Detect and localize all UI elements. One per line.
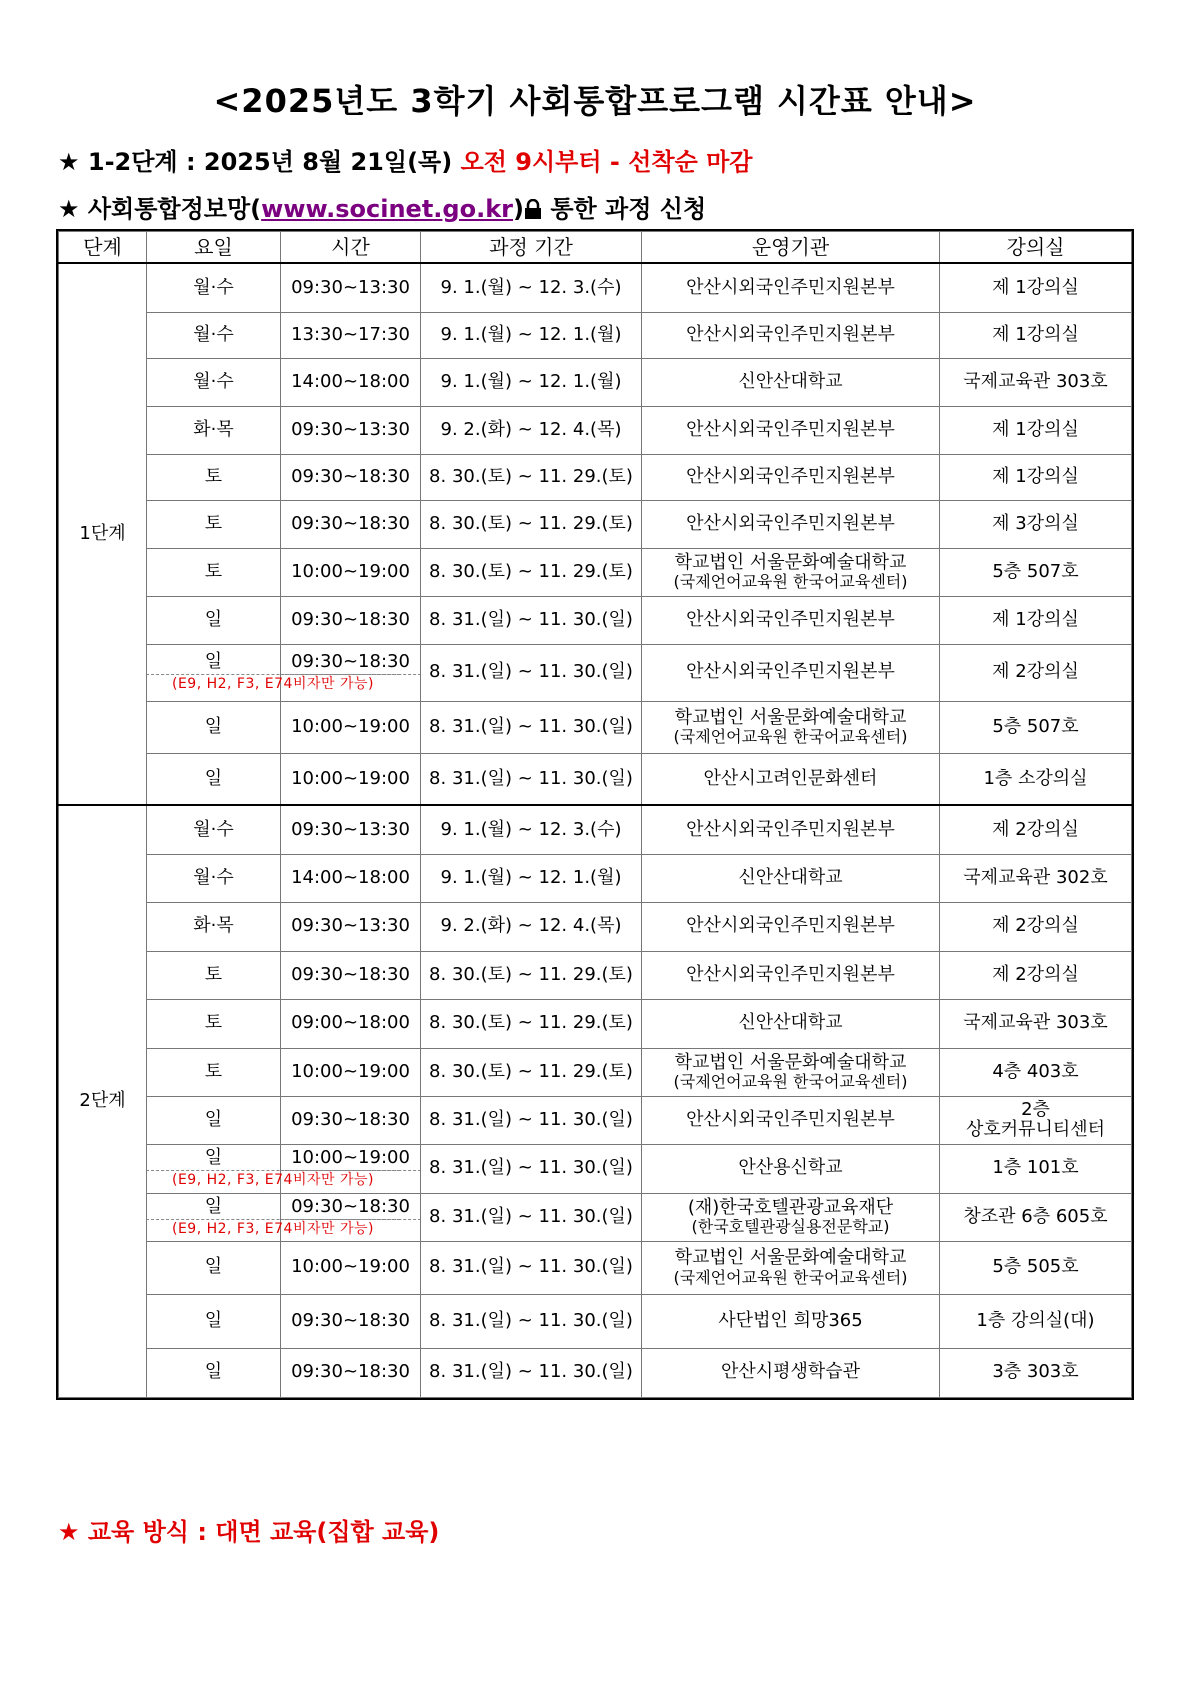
time-text: 09:30~18:30 bbox=[291, 608, 410, 630]
classroom-cell bbox=[940, 1348, 1132, 1397]
day-text: 월·수 bbox=[193, 818, 234, 840]
table-row bbox=[59, 1096, 1132, 1144]
header-period: 과정 기간 bbox=[421, 232, 642, 264]
period-text: 8. 30.(토) ~ 11. 29.(토) bbox=[429, 465, 633, 487]
classroom-text: 5층 507호 bbox=[992, 715, 1079, 737]
time-cell bbox=[281, 805, 421, 854]
day-text: 일 bbox=[204, 1195, 223, 1217]
classroom-text: 제 1강의실 bbox=[992, 276, 1079, 298]
classroom-cell bbox=[940, 1048, 1132, 1096]
organization-text: 학교법인 서울문화예술대학교 bbox=[674, 1051, 907, 1073]
time-cell bbox=[281, 596, 421, 644]
time-cell bbox=[281, 902, 421, 951]
time-cell bbox=[281, 951, 421, 999]
day-text: 일 bbox=[204, 651, 223, 673]
classroom-text: 5층 505호 bbox=[992, 1256, 1079, 1278]
lock-icon bbox=[524, 197, 542, 217]
classroom-text: 1층 강의실(대) bbox=[976, 1309, 1095, 1331]
organization-cell bbox=[642, 999, 940, 1048]
time-cell bbox=[281, 1096, 421, 1144]
day-text: 토 bbox=[204, 1060, 223, 1082]
time-cell bbox=[281, 701, 421, 753]
organization-cell bbox=[642, 406, 940, 454]
organization-cell bbox=[642, 701, 940, 753]
classroom-cell bbox=[940, 951, 1132, 999]
classroom-text: 5층 507호 bbox=[992, 560, 1079, 582]
classroom-cell bbox=[940, 596, 1132, 644]
registration-site-close: ) bbox=[513, 195, 524, 223]
day-cell bbox=[147, 263, 281, 312]
day-cell bbox=[147, 406, 281, 454]
table-row bbox=[59, 454, 1132, 500]
period-cell bbox=[421, 854, 642, 902]
period-text: 9. 1.(월) ~ 12. 1.(월) bbox=[440, 370, 622, 392]
day-text: 월·수 bbox=[193, 323, 234, 345]
time-text: 13:30~17:30 bbox=[291, 323, 410, 345]
organization-text: 안산시외국인주민지원본부 bbox=[686, 418, 895, 440]
classroom-text: 제 2강의실 bbox=[992, 661, 1079, 683]
organization-text: 학교법인 서울문화예술대학교 bbox=[674, 1247, 907, 1269]
schedule-body bbox=[59, 263, 1132, 1397]
classroom-cell bbox=[940, 1241, 1132, 1294]
classroom-cell bbox=[940, 805, 1132, 854]
classroom-text: 국제교육관 303호 bbox=[963, 370, 1108, 392]
schedule-table bbox=[58, 231, 1132, 1398]
classroom-cell bbox=[940, 263, 1132, 312]
registration-date-text: 1-2단계 : 2025년 8월 21일(목) bbox=[87, 148, 453, 176]
classroom-cell bbox=[940, 1096, 1132, 1144]
time-cell bbox=[281, 1241, 421, 1294]
stage-cell: 1단계 bbox=[59, 263, 147, 805]
time-text: 10:00~19:00 bbox=[291, 1147, 410, 1169]
classroom-cell bbox=[940, 548, 1132, 596]
classroom-cell bbox=[940, 902, 1132, 951]
period-text: 8. 31.(일) ~ 11. 30.(일) bbox=[429, 1361, 633, 1383]
organization-text: 신안산대학교 bbox=[738, 866, 843, 888]
education-method-note: ★ 교육 방식 : 대면 교육(집합 교육) bbox=[58, 1518, 440, 1546]
organization-text: 신안산대학교 bbox=[738, 1012, 843, 1034]
classroom-subtext: 상호커뮤니티센터 bbox=[965, 1119, 1106, 1140]
organization-subtext: (국제언어교육원 한국어교육센터) bbox=[673, 1072, 908, 1092]
classroom-cell bbox=[940, 406, 1132, 454]
day-cell bbox=[147, 753, 281, 805]
table-row bbox=[59, 701, 1132, 753]
period-cell bbox=[421, 1193, 642, 1241]
organization-text: 안산시외국인주민지원본부 bbox=[686, 323, 895, 345]
period-cell bbox=[421, 1096, 642, 1144]
period-text: 8. 30.(토) ~ 11. 29.(토) bbox=[429, 1012, 633, 1034]
period-cell bbox=[421, 1294, 642, 1348]
day-cell bbox=[147, 596, 281, 644]
table-row bbox=[59, 312, 1132, 358]
period-text: 9. 2.(화) ~ 12. 4.(목) bbox=[440, 915, 622, 937]
classroom-cell bbox=[940, 644, 1132, 701]
organization-text: 안산시외국인주민지원본부 bbox=[686, 608, 895, 630]
organization-cell bbox=[642, 1241, 940, 1294]
organization-cell bbox=[642, 596, 940, 644]
time-text: 14:00~18:00 bbox=[291, 866, 410, 888]
day-text: 토 bbox=[204, 560, 223, 582]
time-cell bbox=[281, 263, 421, 312]
table-row bbox=[59, 1294, 1132, 1348]
organization-text: 안산용신학교 bbox=[738, 1157, 843, 1179]
time-text: 10:00~19:00 bbox=[291, 560, 410, 582]
table-row bbox=[59, 999, 1132, 1048]
time-cell bbox=[281, 1048, 421, 1096]
time-text: 10:00~19:00 bbox=[291, 1256, 410, 1278]
registration-method-suffix: 통한 과정 신청 bbox=[550, 195, 707, 223]
classroom-text: 2층 bbox=[1021, 1098, 1050, 1120]
time-text: 09:00~18:00 bbox=[291, 1012, 410, 1034]
organization-cell bbox=[642, 263, 940, 312]
period-cell bbox=[421, 999, 642, 1048]
classroom-text: 제 1강의실 bbox=[992, 418, 1079, 440]
day-cell bbox=[147, 701, 281, 753]
period-cell bbox=[421, 454, 642, 500]
organization-cell bbox=[642, 312, 940, 358]
time-cell bbox=[281, 854, 421, 902]
period-cell bbox=[421, 596, 642, 644]
period-cell bbox=[421, 1241, 642, 1294]
time-text: 09:30~18:30 bbox=[291, 465, 410, 487]
day-cell bbox=[147, 999, 281, 1048]
day-cell bbox=[147, 454, 281, 500]
page-title: <2025년도 3학기 사회통합프로그램 시간표 안내> bbox=[213, 82, 977, 120]
table-row bbox=[59, 500, 1132, 548]
time-cell bbox=[281, 999, 421, 1048]
organization-text: 안산시외국인주민지원본부 bbox=[686, 1108, 895, 1130]
day-text: 일 bbox=[204, 1147, 223, 1169]
organization-text: 안산시외국인주민지원본부 bbox=[686, 276, 895, 298]
organization-text: 학교법인 서울문화예술대학교 bbox=[674, 706, 907, 728]
classroom-text: 제 2강의실 bbox=[992, 963, 1079, 985]
time-text: 14:00~18:00 bbox=[291, 370, 410, 392]
table-row bbox=[59, 263, 1132, 312]
period-text: 9. 1.(월) ~ 12. 1.(월) bbox=[440, 866, 622, 888]
table-row bbox=[59, 805, 1132, 854]
organization-subtext: (국제언어교육원 한국어교육센터) bbox=[673, 572, 908, 592]
day-cell bbox=[147, 951, 281, 999]
organization-text: 사단법인 희망365 bbox=[718, 1309, 863, 1331]
organization-subtext: (한국호텔관광실용전문학교) bbox=[691, 1217, 890, 1237]
day-cell bbox=[147, 1048, 281, 1096]
organization-text: 안산시고려인문화센터 bbox=[703, 767, 878, 789]
time-cell bbox=[281, 1348, 421, 1397]
period-text: 8. 31.(일) ~ 11. 30.(일) bbox=[429, 1157, 633, 1179]
time-text: 10:00~19:00 bbox=[291, 715, 410, 737]
organization-cell bbox=[642, 500, 940, 548]
organization-text: 안산시평생학습관 bbox=[720, 1361, 861, 1383]
day-text: 월·수 bbox=[193, 370, 234, 392]
time-text: 09:30~13:30 bbox=[291, 915, 410, 937]
organization-text: (재)한국호텔관광교육재단 bbox=[687, 1196, 894, 1218]
day-cell bbox=[147, 805, 281, 854]
day-cell bbox=[147, 1348, 281, 1397]
classroom-cell bbox=[940, 454, 1132, 500]
period-cell bbox=[421, 548, 642, 596]
period-text: 8. 30.(토) ~ 11. 29.(토) bbox=[429, 963, 633, 985]
period-text: 9. 1.(월) ~ 12. 3.(수) bbox=[440, 818, 622, 840]
period-cell bbox=[421, 1348, 642, 1397]
organization-cell bbox=[642, 1348, 940, 1397]
time-cell bbox=[281, 1294, 421, 1348]
time-text: 09:30~18:30 bbox=[291, 512, 410, 534]
organization-cell bbox=[642, 548, 940, 596]
day-text: 일 bbox=[204, 1108, 223, 1130]
time-text: 10:00~19:00 bbox=[291, 1060, 410, 1082]
table-row bbox=[59, 902, 1132, 951]
registration-method-line bbox=[58, 189, 706, 224]
day-text: 월·수 bbox=[193, 866, 234, 888]
table-row bbox=[59, 358, 1132, 406]
classroom-cell bbox=[940, 1144, 1132, 1193]
classroom-text: 제 1강의실 bbox=[992, 323, 1079, 345]
organization-cell bbox=[642, 1193, 940, 1241]
star-icon: ★ bbox=[58, 195, 80, 223]
day-cell bbox=[147, 1096, 281, 1144]
period-cell bbox=[421, 902, 642, 951]
organization-cell bbox=[642, 1144, 940, 1193]
classroom-text: 제 1강의실 bbox=[992, 465, 1079, 487]
organization-cell bbox=[642, 1294, 940, 1348]
star-icon: ★ bbox=[58, 148, 80, 176]
visa-note: (E9, H2, F3, E74비자만 가능) bbox=[146, 1170, 400, 1189]
classroom-cell bbox=[940, 854, 1132, 902]
organization-cell bbox=[642, 1048, 940, 1096]
day-text: 토 bbox=[204, 512, 223, 534]
period-text: 8. 31.(일) ~ 11. 30.(일) bbox=[429, 1309, 633, 1331]
table-row bbox=[59, 951, 1132, 999]
period-cell bbox=[421, 312, 642, 358]
day-text: 일 bbox=[204, 1361, 223, 1383]
day-text: 일 bbox=[204, 608, 223, 630]
table-row bbox=[59, 406, 1132, 454]
period-cell bbox=[421, 406, 642, 454]
day-cell bbox=[147, 1241, 281, 1294]
time-cell bbox=[281, 500, 421, 548]
table-row bbox=[59, 1193, 1132, 1241]
organization-cell bbox=[642, 854, 940, 902]
period-cell bbox=[421, 805, 642, 854]
organization-cell bbox=[642, 454, 940, 500]
organization-cell bbox=[642, 644, 940, 701]
classroom-text: 국제교육관 302호 bbox=[963, 866, 1108, 888]
classroom-text: 3층 303호 bbox=[992, 1361, 1079, 1383]
time-text: 09:30~18:30 bbox=[291, 963, 410, 985]
period-text: 8. 31.(일) ~ 11. 30.(일) bbox=[429, 767, 633, 789]
header-day: 요일 bbox=[147, 232, 281, 264]
classroom-text: 제 2강의실 bbox=[992, 818, 1079, 840]
time-text: 09:30~18:30 bbox=[291, 1361, 410, 1383]
time-cell bbox=[281, 406, 421, 454]
day-text: 일 bbox=[204, 1256, 223, 1278]
classroom-cell bbox=[940, 753, 1132, 805]
time-text: 09:30~13:30 bbox=[291, 276, 410, 298]
organization-text: 안산시외국인주민지원본부 bbox=[686, 818, 895, 840]
time-cell bbox=[281, 454, 421, 500]
classroom-cell bbox=[940, 500, 1132, 548]
classroom-cell bbox=[940, 999, 1132, 1048]
visa-note: (E9, H2, F3, E74비자만 가능) bbox=[146, 1219, 400, 1238]
period-cell bbox=[421, 358, 642, 406]
day-text: 일 bbox=[204, 715, 223, 737]
time-text: 10:00~19:00 bbox=[291, 767, 410, 789]
day-cell bbox=[147, 500, 281, 548]
table-row bbox=[59, 596, 1132, 644]
time-text: 09:30~18:30 bbox=[291, 1309, 410, 1331]
visa-note: (E9, H2, F3, E74비자만 가능) bbox=[146, 674, 400, 693]
day-text: 토 bbox=[204, 465, 223, 487]
header-organization: 운영기관 bbox=[642, 232, 940, 264]
time-cell bbox=[281, 753, 421, 805]
header-classroom: 강의실 bbox=[940, 232, 1132, 264]
period-text: 8. 31.(일) ~ 11. 30.(일) bbox=[429, 608, 633, 630]
table-header-row bbox=[59, 232, 1132, 264]
classroom-text: 4층 403호 bbox=[992, 1060, 1079, 1082]
table-row bbox=[59, 753, 1132, 805]
organization-text: 안산시외국인주민지원본부 bbox=[686, 465, 895, 487]
period-text: 8. 31.(일) ~ 11. 30.(일) bbox=[429, 715, 633, 737]
organization-cell bbox=[642, 951, 940, 999]
table-row bbox=[59, 1048, 1132, 1096]
period-text: 8. 30.(토) ~ 11. 29.(토) bbox=[429, 560, 633, 582]
period-cell bbox=[421, 701, 642, 753]
classroom-cell bbox=[940, 312, 1132, 358]
table-row bbox=[59, 644, 1132, 701]
time-cell bbox=[281, 358, 421, 406]
period-cell bbox=[421, 1048, 642, 1096]
day-text: 일 bbox=[204, 1309, 223, 1331]
day-text: 토 bbox=[204, 1012, 223, 1034]
organization-text: 안산시외국인주민지원본부 bbox=[686, 661, 895, 683]
day-cell bbox=[147, 548, 281, 596]
organization-cell bbox=[642, 753, 940, 805]
organization-text: 안산시외국인주민지원본부 bbox=[686, 963, 895, 985]
classroom-text: 제 3강의실 bbox=[992, 512, 1079, 534]
period-text: 8. 31.(일) ~ 11. 30.(일) bbox=[429, 1108, 633, 1130]
organization-cell bbox=[642, 902, 940, 951]
day-cell bbox=[147, 1294, 281, 1348]
period-cell bbox=[421, 1144, 642, 1193]
stage-cell: 2단계 bbox=[59, 805, 147, 1397]
table-row bbox=[59, 1241, 1132, 1294]
organization-text: 안산시외국인주민지원본부 bbox=[686, 512, 895, 534]
classroom-text: 제 2강의실 bbox=[992, 915, 1079, 937]
day-cell bbox=[147, 902, 281, 951]
period-text: 9. 2.(화) ~ 12. 4.(목) bbox=[440, 418, 622, 440]
day-text: 토 bbox=[204, 963, 223, 985]
period-text: 9. 1.(월) ~ 12. 1.(월) bbox=[440, 323, 622, 345]
classroom-text: 창조관 6층 605호 bbox=[963, 1205, 1108, 1227]
period-cell bbox=[421, 753, 642, 805]
classroom-cell bbox=[940, 1294, 1132, 1348]
table-row bbox=[59, 1144, 1132, 1193]
classroom-cell bbox=[940, 1193, 1132, 1241]
table-row bbox=[59, 1348, 1132, 1397]
registration-site-prefix: 사회통합정보망( bbox=[87, 195, 262, 223]
classroom-text: 1층 101호 bbox=[992, 1157, 1079, 1179]
header-time: 시간 bbox=[281, 232, 421, 264]
organization-text: 신안산대학교 bbox=[738, 370, 843, 392]
period-cell bbox=[421, 263, 642, 312]
period-text: 8. 30.(토) ~ 11. 29.(토) bbox=[429, 1060, 633, 1082]
day-cell bbox=[147, 854, 281, 902]
time-cell bbox=[281, 548, 421, 596]
registration-date-line bbox=[58, 142, 752, 177]
organization-cell bbox=[642, 805, 940, 854]
day-cell bbox=[147, 358, 281, 406]
day-text: 화·목 bbox=[193, 418, 234, 440]
day-cell bbox=[147, 312, 281, 358]
socinet-link[interactable]: www.socinet.go.kr bbox=[261, 195, 513, 223]
period-text: 8. 31.(일) ~ 11. 30.(일) bbox=[429, 1256, 633, 1278]
time-text: 09:30~18:30 bbox=[291, 651, 410, 673]
organization-text: 학교법인 서울문화예술대학교 bbox=[674, 551, 907, 573]
time-text: 09:30~13:30 bbox=[291, 418, 410, 440]
classroom-cell bbox=[940, 358, 1132, 406]
classroom-cell bbox=[940, 701, 1132, 753]
period-cell bbox=[421, 644, 642, 701]
period-text: 8. 31.(일) ~ 11. 30.(일) bbox=[429, 1205, 633, 1227]
day-text: 화·목 bbox=[193, 915, 234, 937]
registration-time-highlight: 오전 9시부터 - 선착순 마감 bbox=[460, 148, 753, 176]
table-row bbox=[59, 854, 1132, 902]
header-stage: 단계 bbox=[59, 232, 147, 264]
period-text: 8. 30.(토) ~ 11. 29.(토) bbox=[429, 512, 633, 534]
organization-cell bbox=[642, 358, 940, 406]
time-text: 09:30~13:30 bbox=[291, 818, 410, 840]
organization-subtext: (국제언어교육원 한국어교육센터) bbox=[673, 1267, 908, 1287]
period-text: 8. 31.(일) ~ 11. 30.(일) bbox=[429, 661, 633, 683]
day-text: 월·수 bbox=[193, 276, 234, 298]
day-text: 일 bbox=[204, 767, 223, 789]
period-text: 9. 1.(월) ~ 12. 3.(수) bbox=[440, 276, 622, 298]
classroom-text: 제 1강의실 bbox=[992, 608, 1079, 630]
period-cell bbox=[421, 951, 642, 999]
classroom-text: 국제교육관 303호 bbox=[963, 1012, 1108, 1034]
organization-cell bbox=[642, 1096, 940, 1144]
organization-text: 안산시외국인주민지원본부 bbox=[686, 915, 895, 937]
classroom-text: 1층 소강의실 bbox=[983, 767, 1088, 789]
time-text: 09:30~18:30 bbox=[291, 1195, 410, 1217]
period-cell bbox=[421, 500, 642, 548]
time-cell bbox=[281, 312, 421, 358]
table-row bbox=[59, 548, 1132, 596]
organization-subtext: (국제언어교육원 한국어교육센터) bbox=[673, 727, 908, 747]
time-text: 09:30~18:30 bbox=[291, 1108, 410, 1130]
